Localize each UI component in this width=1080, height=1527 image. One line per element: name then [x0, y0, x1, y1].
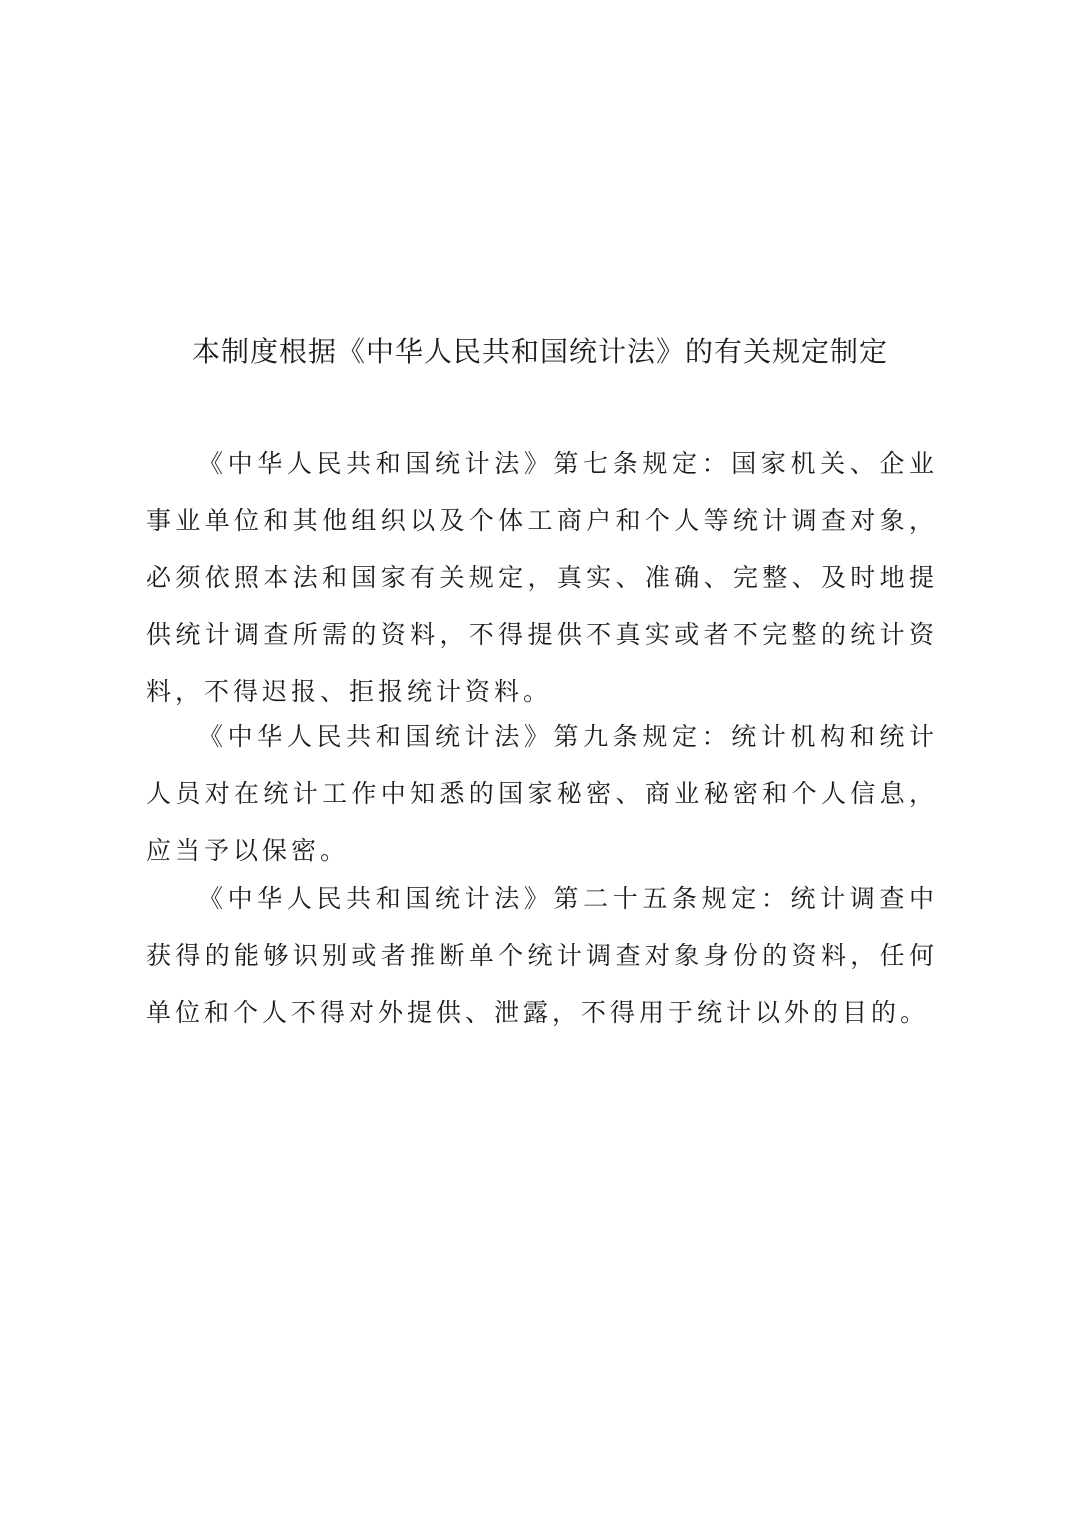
article-25-paragraph: 《中华人民共和国统计法》第二十五条规定：统计调查中获得的能够识别或者推断单个统计调查对象身份的资料，任何单位和个人不得对外提供、泄露，不得用于统计以外的目的。 [146, 884, 938, 1027]
article-9-paragraph: 《中华人民共和国统计法》第九条规定：统计机构和统计人员对在统计工作中知悉的国家秘密、商业秘密和个人信息，应当予以保密。 [146, 722, 938, 865]
article-7-paragraph: 《中华人民共和国统计法》第七条规定：国家机关、企业事业单位和其他组织以及个体工商户和个人等统计调查对象，必须依照本法和国家有关规定，真实、准确、完整、及时地提供统计调查所需的资料，不得提供不真实或者不完整的统计资料，不得迟报、拒报统计资料。 [146, 449, 938, 706]
document-title: 本制度根据《中华人民共和国统计法》的有关规定制定 [191, 335, 888, 368]
